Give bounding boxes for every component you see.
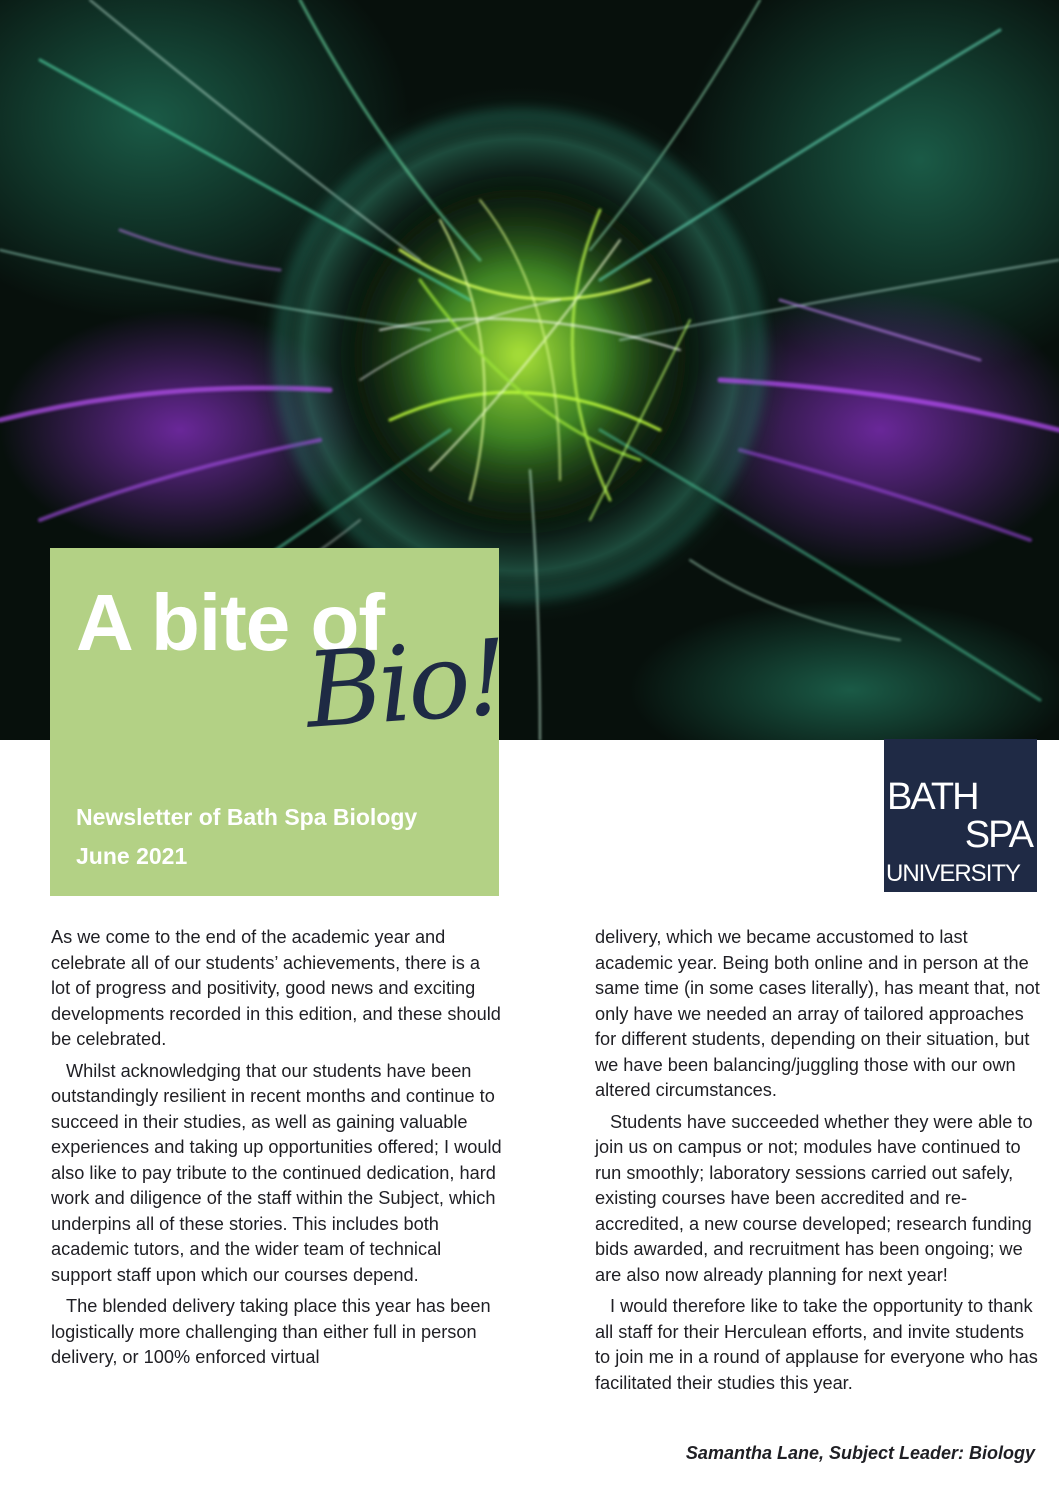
- author-signature: Samantha Lane, Subject Leader: Biology: [685, 1443, 1035, 1463]
- newsletter-subtitle: [76, 798, 417, 876]
- logo-line-1: BATH: [887, 776, 978, 818]
- article-paragraph: The blended delivery taking place this year has been logistically more challenging than either full in person delivery, or 100% enforced virtual: [51, 1296, 491, 1367]
- article-paragraph: I would therefore like to take the opportunity to thank all staff for their Herculean efforts, and invite students to join me in a round of applause for everyone who has facilitated their studies this year.: [595, 1296, 1038, 1393]
- bath-spa-university-logo: [884, 739, 1037, 892]
- article-column-right: [595, 925, 1041, 1402]
- logo-line-2: SPA: [964, 814, 1032, 856]
- article-paragraph: Whilst acknowledging that our students have been outstandingly resilient in recent months and continue to succeed in their studies, as well as gaining valuable experiences and taking up opportunities offered; I would also like to pay tribute to the continued dedication, hard work and diligence of the staff within the Subject, which underpins all of these stories. This includes both academic tutors, and the wider team of technical support staff upon which our courses depend.: [51, 1060, 502, 1285]
- article-paragraph: As we come to the end of the academic year and celebrate all of our students’ achievements, there is a lot of progress and positivity, good news and exciting developments recorded in this edition, and these should be celebrated.: [51, 927, 501, 1049]
- title-panel: [50, 548, 509, 896]
- newsletter-title-script: Bio!: [301, 616, 509, 752]
- article-paragraph: delivery, which we became accustomed to last academic year. Being both online and in person at the same time (in some cases literally), has meant that, not only have we needed an array of tailored approaches for different students, depending on their situation, but we have been balancing/juggling those with our own altered circumstances.: [595, 927, 1040, 1100]
- subtitle-line: Newsletter of Bath Spa Biology: [76, 804, 418, 830]
- logo-line-3: UNIVERSITY: [886, 860, 1021, 887]
- article-column-left: [51, 925, 503, 1377]
- article-paragraph: Students have succeeded whether they were able to join us on campus or not; modules have continued to run smoothly; laboratory sessions carried out safely, existing courses have been accredited and re-accredited, a new course developed; research funding bids awarded, and recruitment has been ongoing; we are also now already planning for next year!: [595, 1111, 1033, 1285]
- newsletter-title: A bite of: [76, 578, 384, 667]
- issue-date: June 2021: [76, 843, 188, 869]
